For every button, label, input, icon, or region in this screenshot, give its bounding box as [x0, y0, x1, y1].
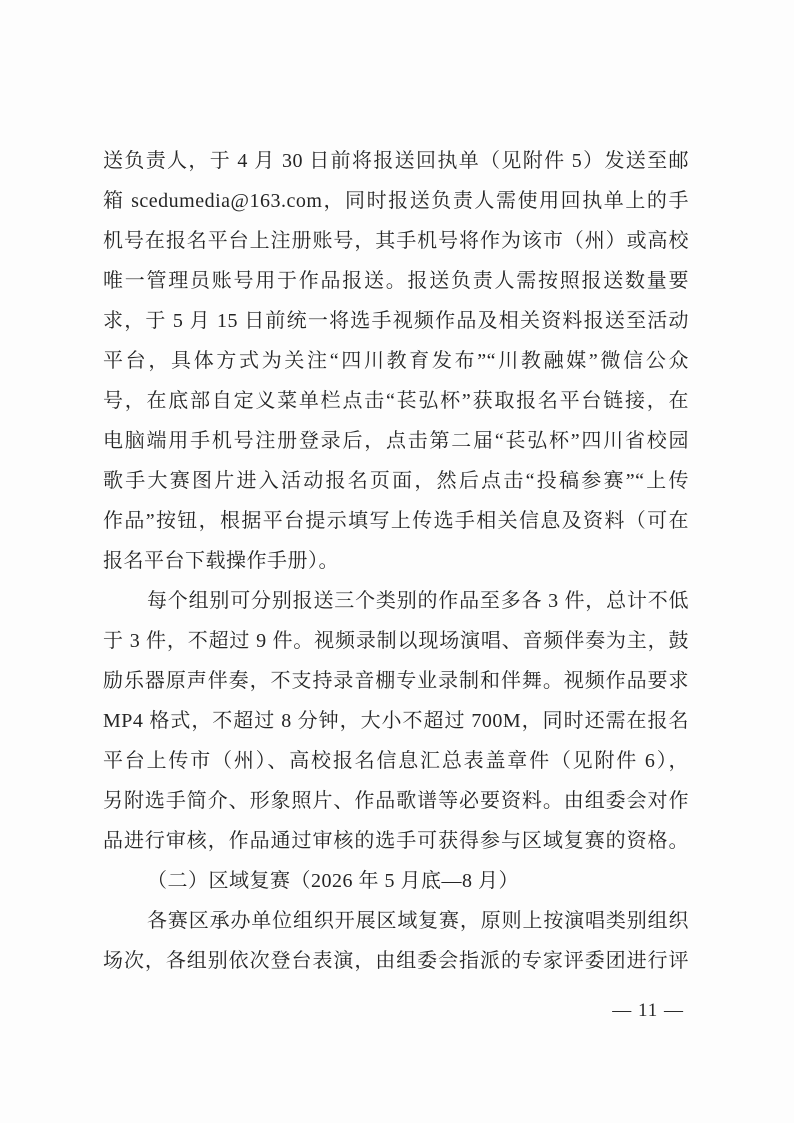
- text-line: 报名平台下载操作手册）。: [103, 550, 339, 572]
- text-line: 平台上传市（州）、高校报名信息汇总表盖章件（见附件 6），: [103, 750, 689, 772]
- text-line: 于 3 件，不超过 9 件。视频录制以现场演唱、音频伴奏为主，鼓: [103, 630, 689, 652]
- text-line: 求，于 5 月 15 日前统一将选手视频作品及相关资料报送至活动: [103, 310, 689, 332]
- text-line: 机号在报名平台上注册账号，其手机号将作为该市（州）或高校: [103, 230, 689, 252]
- text-line: 电脑端用手机号注册登录后，点击第二届“苌弘杯”四川省校园: [103, 430, 689, 452]
- page-body-text: [103, 141, 689, 981]
- text-line: 号，在底部自定义菜单栏点击“苌弘杯”获取报名平台链接，在: [103, 390, 689, 412]
- text-line: 平台，具体方式为关注“四川教育发布”“川教融媒”微信公众: [103, 350, 689, 372]
- text-line: 场次，各组别依次登台表演，由组委会指派的专家评委团进行评: [103, 950, 689, 972]
- text-line: 送负责人，于 4 月 30 日前将报送回执单（见附件 5）发送至邮: [103, 150, 689, 172]
- text-line: 另附选手简介、形象照片、作品歌谱等必要资料。由组委会对作: [103, 790, 689, 812]
- text-line: 箱 scedumedia@163.com，同时报送负责人需使用回执单上的手: [103, 190, 689, 212]
- text-line: 歌手大赛图片进入活动报名页面，然后点击“投稿参赛”“上传: [103, 470, 689, 492]
- text-line: 励乐器原声伴奏，不支持录音棚专业录制和伴舞。视频作品要求: [103, 670, 689, 692]
- text-line: 每个组别可分别报送三个类别的作品至多各 3 件，总计不低: [147, 590, 689, 612]
- text-line: 各赛区承办单位组织开展区域复赛，原则上按演唱类别组织: [147, 910, 689, 932]
- page-number: — 11 —: [612, 1000, 684, 1021]
- text-line: （二）区域复赛（2026 年 5 月底—8 月）: [147, 870, 519, 892]
- text-line: 作品”按钮，根据平台提示填写上传选手相关信息及资料（可在: [103, 510, 689, 532]
- text-line: 品进行审核，作品通过审核的选手可获得参与区域复赛的资格。: [103, 830, 689, 852]
- text-line: 唯一管理员账号用于作品报送。报送负责人需按照报送数量要: [103, 270, 689, 292]
- text-line: MP4 格式，不超过 8 分钟，大小不超过 700M，同时还需在报名: [103, 710, 689, 732]
